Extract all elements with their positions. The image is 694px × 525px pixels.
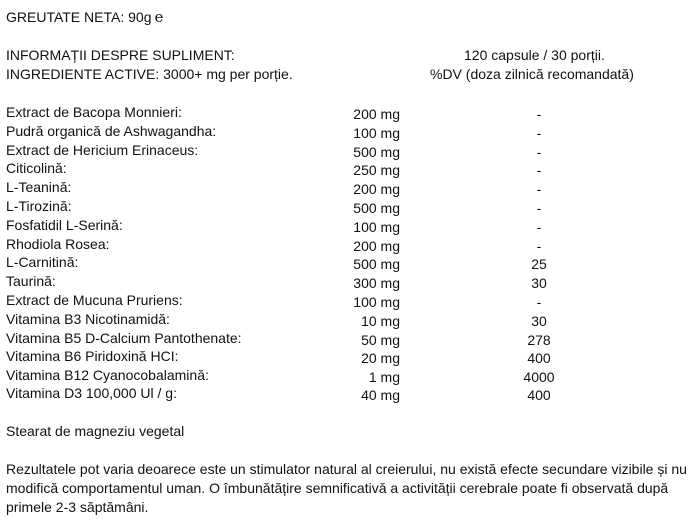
ingredient-dv: 25	[531, 256, 547, 272]
ingredient-name: L-Carnitină:	[6, 254, 79, 270]
ingredient-dv: -	[536, 181, 542, 197]
ingredient-dv: -	[536, 106, 542, 122]
ingredient-amount: 100 mg	[353, 294, 400, 310]
ingredient-name: Extract de Bacopa Monnieri:	[6, 104, 182, 120]
ingredient-amount: 50 mg	[361, 332, 400, 348]
ingredient-name: Extract de Mucuna Pruriens:	[6, 292, 183, 308]
daily-value-heading: %DV (doza zilnică recomandată)	[430, 66, 634, 82]
ingredient-name: Vitamina B6 Piridoxină HCI:	[6, 348, 179, 364]
ingredient-name: L-Teanină:	[6, 179, 72, 195]
net-weight	[6, 8, 163, 26]
estimated-sign: e	[154, 8, 164, 26]
other-ingredient: Stearat de magneziu vegetal	[6, 423, 185, 439]
ingredient-dv: -	[536, 162, 542, 178]
ingredient-row	[0, 178, 694, 196]
ingredient-row	[0, 329, 694, 347]
ingredient-name: Extract de Hericium Erinaceus:	[6, 142, 199, 158]
ingredient-dv: 30	[531, 313, 547, 329]
ingredient-amount: 10 mg	[361, 313, 400, 329]
ingredient-row	[0, 366, 694, 384]
ingredient-name: Vitamina B12 Cyanocobalamină:	[6, 367, 209, 383]
ingredient-dv: -	[536, 125, 542, 141]
ingredient-amount: 200 mg	[353, 181, 400, 197]
ingredient-name: Vitamina D3 100,000 Ul / g:	[6, 385, 177, 401]
ingredient-amount: 500 mg	[353, 144, 400, 160]
supplement-info-heading: INFORMAȚII DESPRE SUPLIMENT:	[6, 47, 235, 63]
ingredient-dv: -	[536, 238, 542, 254]
ingredient-dv: 400	[527, 350, 551, 366]
ingredient-row	[0, 103, 694, 121]
ingredient-amount: 40 mg	[361, 387, 400, 403]
ingredient-name: Vitamina B5 D-Calcium Pantothenate:	[6, 330, 242, 346]
ingredient-amount: 100 mg	[353, 219, 400, 235]
ingredient-name: Rhodiola Rosea:	[6, 236, 110, 252]
ingredient-dv: 30	[531, 275, 547, 291]
ingredient-name: Pudră organică de Ashwagandha:	[6, 123, 217, 139]
ingredient-amount: 300 mg	[353, 275, 400, 291]
ingredient-row	[0, 159, 694, 177]
ingredient-amount: 100 mg	[353, 125, 400, 141]
ingredient-amount: 500 mg	[353, 200, 400, 216]
active-ingredients-heading: INGREDIENTE ACTIVE: 3000+ mg per porție.	[6, 66, 293, 82]
ingredient-amount: 20 mg	[361, 350, 400, 366]
capsule-count: 120 capsule / 30 porții.	[464, 47, 605, 63]
ingredient-row	[0, 141, 694, 159]
ingredient-amount: 1 mg	[368, 369, 400, 385]
ingredient-name: L-Tirozină:	[6, 198, 72, 214]
ingredient-name: Vitamina B3 Nicotinamidă:	[6, 311, 170, 327]
ingredient-row	[0, 253, 694, 271]
ingredient-row	[0, 310, 694, 328]
ingredient-name: Fosfatidil L-Serină:	[6, 217, 123, 233]
ingredient-dv: -	[536, 219, 542, 235]
ingredient-amount: 500 mg	[353, 256, 400, 272]
ingredient-row	[0, 347, 694, 365]
ingredient-name: Citicolină:	[6, 160, 67, 176]
ingredient-row	[0, 384, 694, 402]
ingredient-dv: -	[536, 200, 542, 216]
ingredient-row	[0, 122, 694, 140]
ingredient-amount: 200 mg	[353, 106, 400, 122]
net-weight-text: GREUTATE NETA: 90g	[6, 9, 152, 25]
ingredient-amount: 250 mg	[353, 162, 400, 178]
ingredient-dv: 400	[527, 387, 551, 403]
ingredient-dv: -	[536, 294, 542, 310]
ingredient-row	[0, 197, 694, 215]
ingredient-amount: 200 mg	[353, 238, 400, 254]
ingredient-name: Taurină:	[6, 273, 56, 289]
disclaimer-text: Rezultatele pot varia deoarece este un stimulator natural al creierului, nu există efecte secundare vizibile și nu modifică comportamentul uman. O îmbunătățire semnificativă a activității cerebrale poate fi observată după primele 2-3 săptămâni.	[6, 461, 687, 515]
ingredient-row	[0, 291, 694, 309]
ingredient-row	[0, 216, 694, 234]
ingredient-dv: 4000	[523, 369, 555, 385]
ingredient-row	[0, 235, 694, 253]
ingredient-row	[0, 272, 694, 290]
ingredient-dv: 278	[527, 332, 551, 348]
ingredient-dv: -	[536, 144, 542, 160]
